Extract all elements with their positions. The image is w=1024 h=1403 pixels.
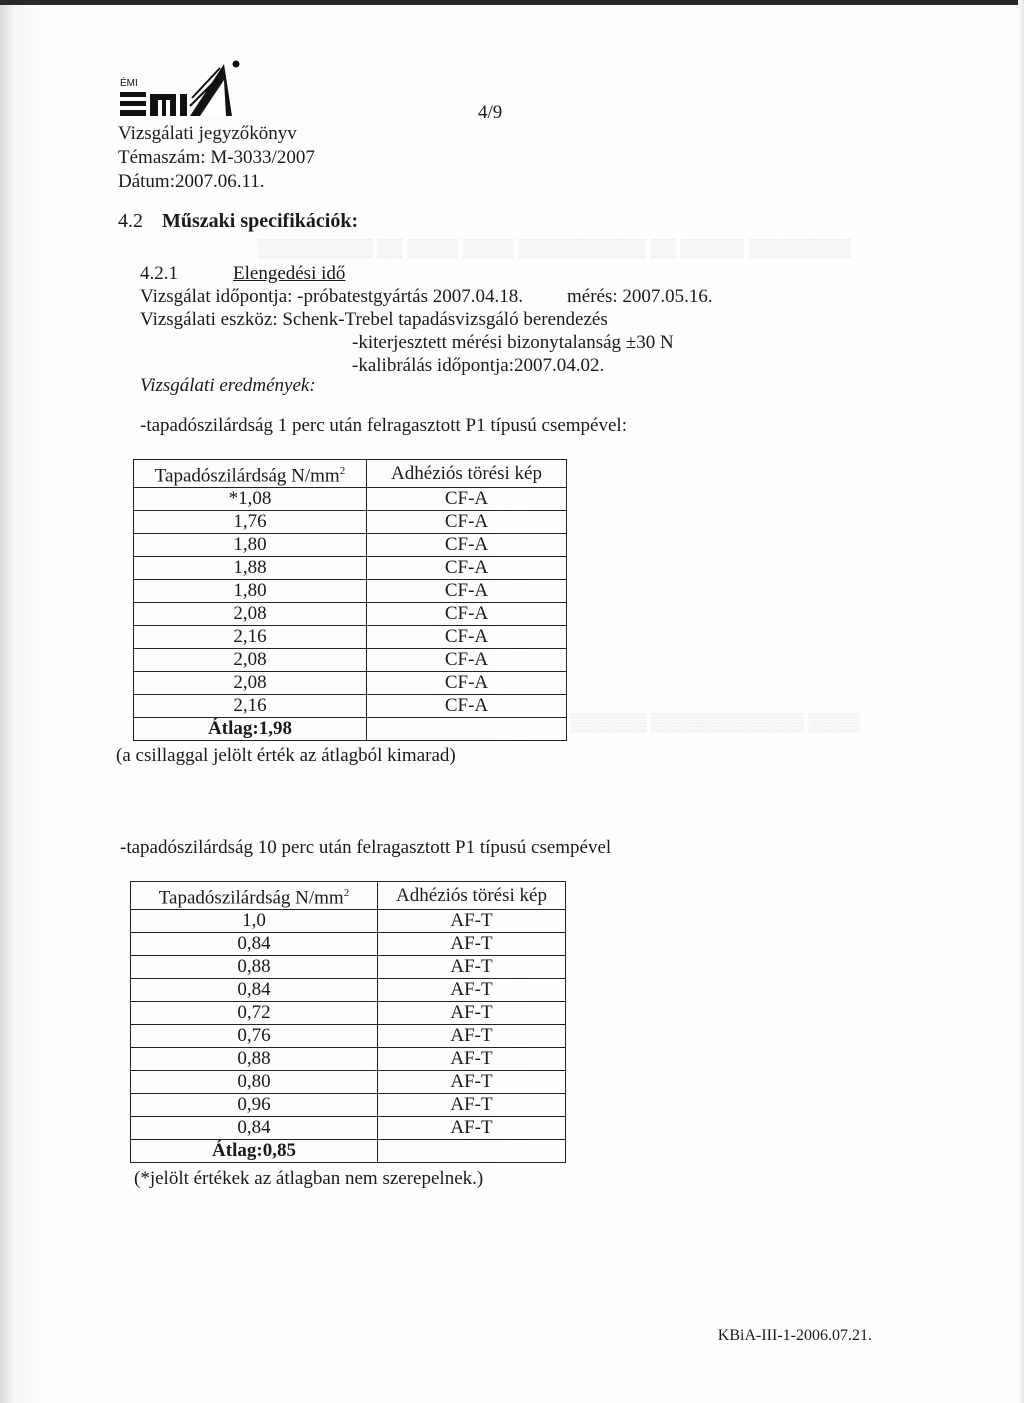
table2-fracture: AF-T <box>378 1025 566 1048</box>
table2-fracture: AF-T <box>378 910 566 933</box>
table2-average-empty <box>378 1140 566 1163</box>
table2-fracture: AF-T <box>378 1071 566 1094</box>
table2-value: 0,88 <box>131 956 378 979</box>
table2-average: Átlag:0,85 <box>131 1140 378 1163</box>
results-label: Vizsgálati eredmények: <box>140 375 316 396</box>
table2-fracture: AF-T <box>378 979 566 1002</box>
table1-header-strength-text: Tapadószilárdság N/mm <box>154 465 340 487</box>
calibration-date: -kalibrálás időpontja:2007.04.02. <box>352 355 605 376</box>
table-row <box>131 1002 566 1025</box>
table2-fracture: AF-T <box>378 956 566 979</box>
logo-text: ÉMI <box>120 78 138 89</box>
table2-caption: -tapadószilárdság 10 perc után felragasztott P1 típusú csempével <box>120 837 612 858</box>
table-row <box>134 534 567 557</box>
table1-fracture: CF-A <box>367 695 567 718</box>
table1 <box>133 459 567 741</box>
table1-average-empty <box>367 718 567 741</box>
header-doc-type: Vizsgálati jegyzőkönyv <box>118 123 297 144</box>
measure-date: mérés: 2007.05.16. <box>567 286 713 307</box>
table1-fracture: CF-A <box>367 580 567 603</box>
table1-header-fracture: Adhéziós törési kép <box>367 460 567 488</box>
table1-value: 2,08 <box>134 649 367 672</box>
header-date: Dátum:2007.06.11. <box>118 171 265 192</box>
table-row <box>134 695 567 718</box>
section-title: Műszaki specifikációk: <box>162 210 359 232</box>
table-row <box>131 910 566 933</box>
table2-value: 1,0 <box>131 910 378 933</box>
table1-value: 1,76 <box>134 511 367 534</box>
table-row <box>134 603 567 626</box>
table1-value: 2,16 <box>134 626 367 649</box>
table-row <box>131 956 566 979</box>
table2-value: 0,88 <box>131 1048 378 1071</box>
bleed-through-text: ▒▒▒▒▒▒▒▒▒ ▒▒ ▒▒▒▒ ▒▒▒▒ ▒▒▒▒▒▒▒▒▒▒ ▒▒ ▒▒▒▒▒ ▒▒▒▒▒▒▒▒ <box>258 238 851 258</box>
measurement-uncertainty: -kiterjesztett mérési bizonytalanság ±30 N <box>352 332 674 353</box>
page-right-shadow <box>1018 0 1024 1403</box>
table1-fracture: CF-A <box>367 557 567 580</box>
table-row <box>131 1117 566 1140</box>
table1-value: 1,80 <box>134 534 367 557</box>
table1-fracture: CF-A <box>367 672 567 695</box>
table-row <box>134 511 567 534</box>
table1-caption: -tapadószilárdság 1 perc után felragasztott P1 típusú csempével: <box>140 415 627 436</box>
table2-value: 0,84 <box>131 1117 378 1140</box>
table1-fracture: CF-A <box>367 626 567 649</box>
table1-value: 2,08 <box>134 672 367 695</box>
table1-fracture: CF-A <box>367 649 567 672</box>
table-row <box>131 1094 566 1117</box>
table-row <box>134 649 567 672</box>
table1-fracture: CF-A <box>367 511 567 534</box>
table-row <box>134 557 567 580</box>
table2-header-fracture: Adhéziós törési kép <box>378 882 566 910</box>
test-date-line: Vizsgálat időpontja: -próbatestgyártás 2007.04.18. <box>140 286 523 307</box>
section-number: 4.2 <box>118 210 143 232</box>
table-row <box>134 580 567 603</box>
table2-header-strength <box>131 882 378 910</box>
table2-value: 0,72 <box>131 1002 378 1025</box>
test-device: Vizsgálati eszköz: Schenk-Trebel tapadásvizsgáló berendezés <box>140 309 608 330</box>
table1-fracture: CF-A <box>367 488 567 511</box>
table1-value: 2,16 <box>134 695 367 718</box>
table-row <box>134 672 567 695</box>
table2-value: 0,80 <box>131 1071 378 1094</box>
table2-value: 0,84 <box>131 933 378 956</box>
table-row <box>131 1071 566 1094</box>
table1-fracture: CF-A <box>367 534 567 557</box>
table2-value: 0,84 <box>131 979 378 1002</box>
table1-fracture: CF-A <box>367 603 567 626</box>
table2-value: 0,76 <box>131 1025 378 1048</box>
section-heading <box>118 210 358 233</box>
table1-value: *1,08 <box>134 488 367 511</box>
bleed-through-text: ▒▒▒▒▒▒ ▒▒▒▒▒▒▒▒▒▒▒▒ ▒▒▒▒ <box>570 712 860 732</box>
table2-note: (*jelölt értékek az átlagban nem szerepelnek.) <box>134 1168 484 1189</box>
table-row <box>131 979 566 1002</box>
emi-logo <box>120 54 250 124</box>
table2-value: 0,96 <box>131 1094 378 1117</box>
page-top-border <box>0 0 1024 5</box>
table-row <box>131 933 566 956</box>
subsection-title: Elengedési idő <box>233 263 346 284</box>
table-row <box>131 1140 566 1163</box>
footer-code: KBiA-III-1-2006.07.21. <box>717 1327 872 1344</box>
table1-value: 1,88 <box>134 557 367 580</box>
table-row <box>134 626 567 649</box>
table1-header-strength <box>134 460 367 488</box>
table2-header-strength-text: Tapadószilárdság N/mm <box>158 887 344 909</box>
table-row <box>131 1048 566 1071</box>
table-row <box>131 1025 566 1048</box>
table2-header-unit-sup: 2 <box>343 887 350 899</box>
table1-value: 1,80 <box>134 580 367 603</box>
subsection-number: 4.2.1 <box>140 263 178 284</box>
table2-fracture: AF-T <box>378 1094 566 1117</box>
table-row <box>134 488 567 511</box>
table-row <box>134 718 567 741</box>
page-number: 4/9 <box>478 102 503 123</box>
table1-note: (a csillaggal jelölt érték az átlagból kimarad) <box>116 745 456 766</box>
table1-header-unit-sup: 2 <box>339 465 346 477</box>
table2-fracture: AF-T <box>378 1002 566 1025</box>
table2-fracture: AF-T <box>378 1048 566 1071</box>
table1-value: 2,08 <box>134 603 367 626</box>
table2 <box>130 881 566 1163</box>
header-topic-number: Témaszám: M-3033/2007 <box>118 147 315 168</box>
table2-fracture: AF-T <box>378 1117 566 1140</box>
table2-fracture: AF-T <box>378 933 566 956</box>
table1-average: Átlag:1,98 <box>134 718 367 741</box>
